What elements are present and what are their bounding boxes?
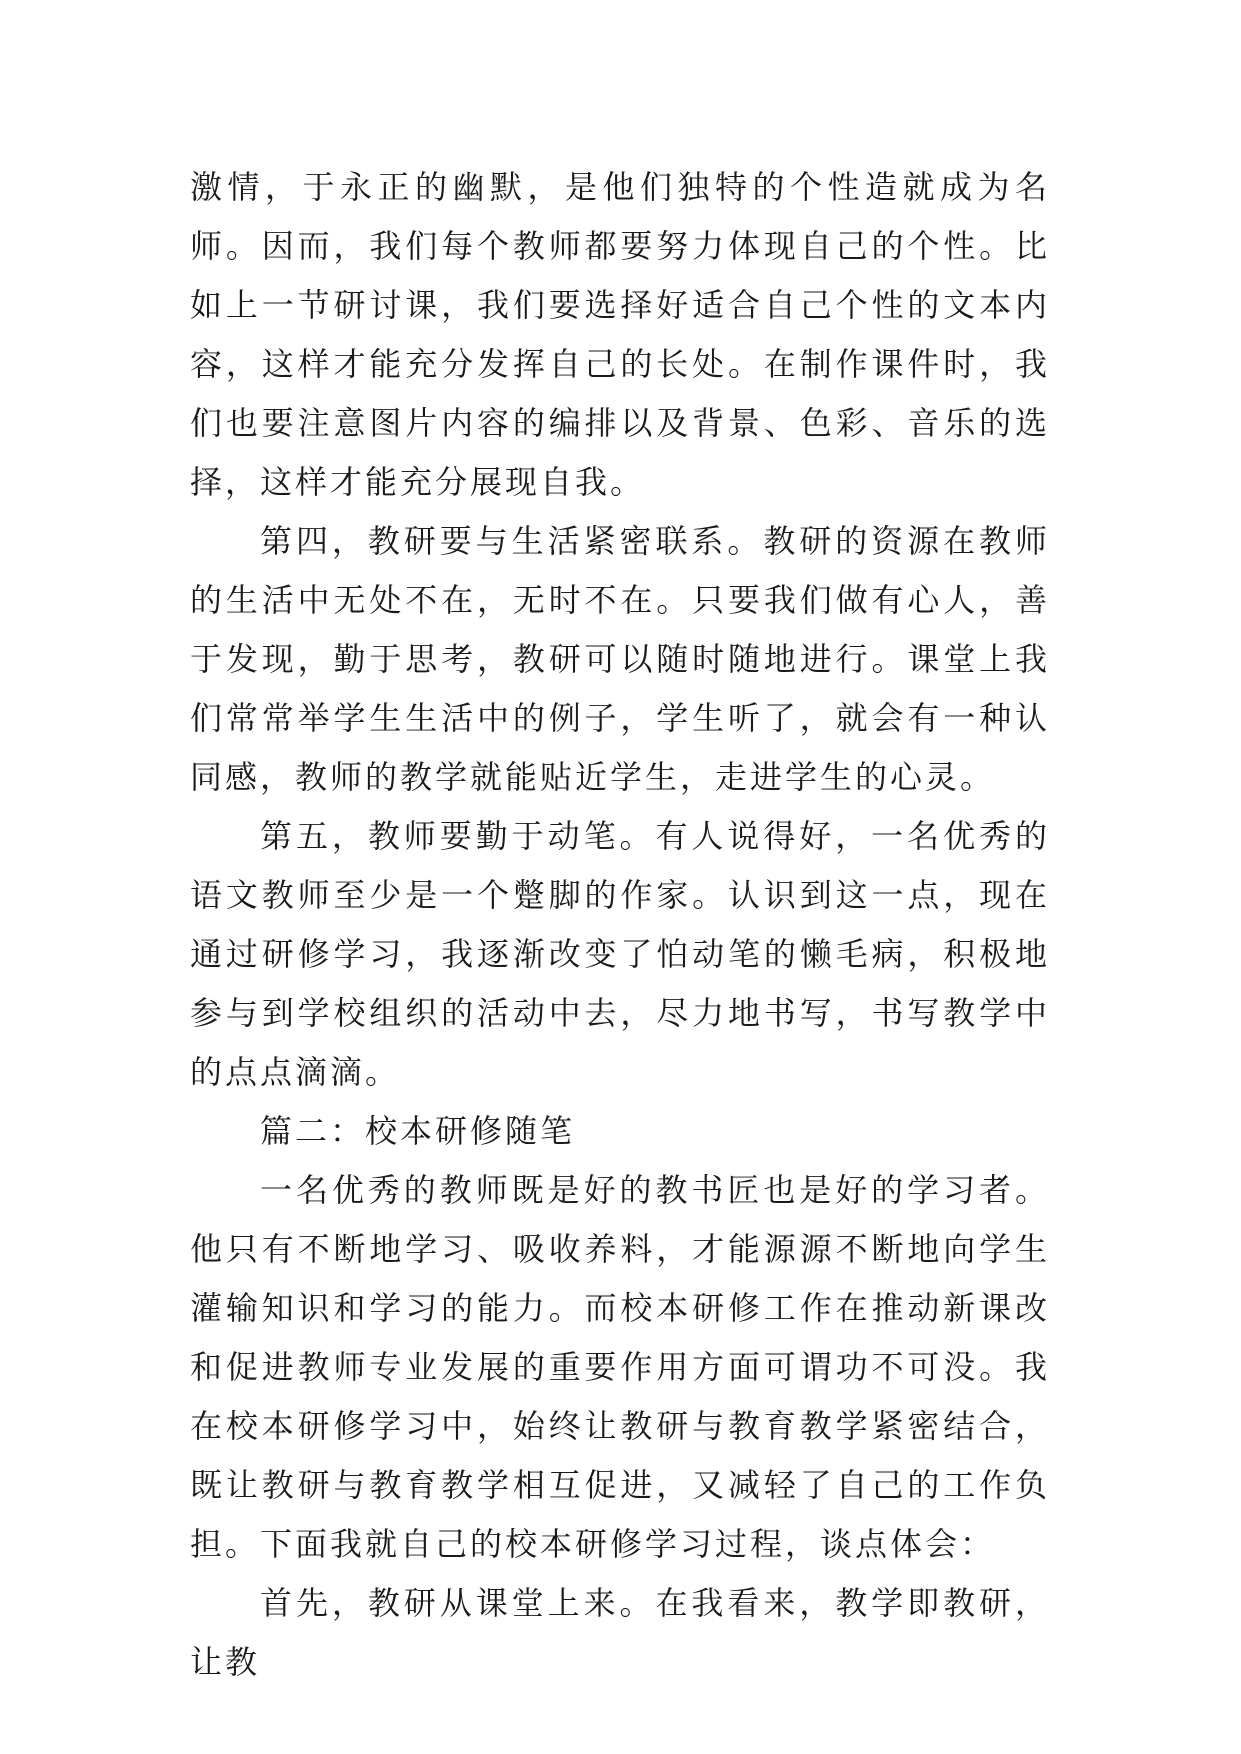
section-heading: 篇二：校本研修随笔 <box>260 1112 576 1150</box>
paragraph-5: 首先，教研从课堂上来。在我看来，教学即教研，让教 <box>190 1584 1050 1681</box>
paragraph-1: 激情，于永正的幽默，是他们独特的个性造就成为名师。因而，我们每个教师都要努力体现自己的个性。比如上一节研讨课，我们要选择好适合自己个性的文本内容，这样才能充分发挥自己的长处。在制作课件时，我们也要注意图片内容的编排以及背景、色彩、音乐的选择，这样才能充分展现自我。 <box>190 168 1050 501</box>
paragraph-2: 第四，教研要与生活紧密联系。教研的资源在教师的生活中无处不在，无时不在。只要我们做有心人，善于发现，勤于思考，教研可以随时随地进行。课堂上我们常常举学生生活中的例子，学生听了，就会有一种认同感，教师的教学就能贴近学生，走进学生的心灵。 <box>190 522 1050 796</box>
paragraph-3: 第五，教师要勤于动笔。有人说得好，一名优秀的语文教师至少是一个蹩脚的作家。认识到这一点，现在通过研修学习，我逐渐改变了怕动笔的懒毛病，积极地参与到学校组织的活动中去，尽力地书写，书写教学中的点点滴滴。 <box>190 817 1050 1091</box>
document-body <box>190 158 1050 1692</box>
paragraph-4: 一名优秀的教师既是好的教书匠也是好的学习者。他只有不断地学习、吸收养料，才能源源不断地向学生灌输知识和学习的能力。而校本研修工作在推动新课改和促进教师专业发展的重要作用方面可谓功不可没。我在校本研修学习中，始终让教研与教育教学紧密结合，既让教研与教育教学相互促进，又减轻了自己的工作负担。下面我就自己的校本研修学习过程，谈点体会： <box>190 1171 1050 1563</box>
